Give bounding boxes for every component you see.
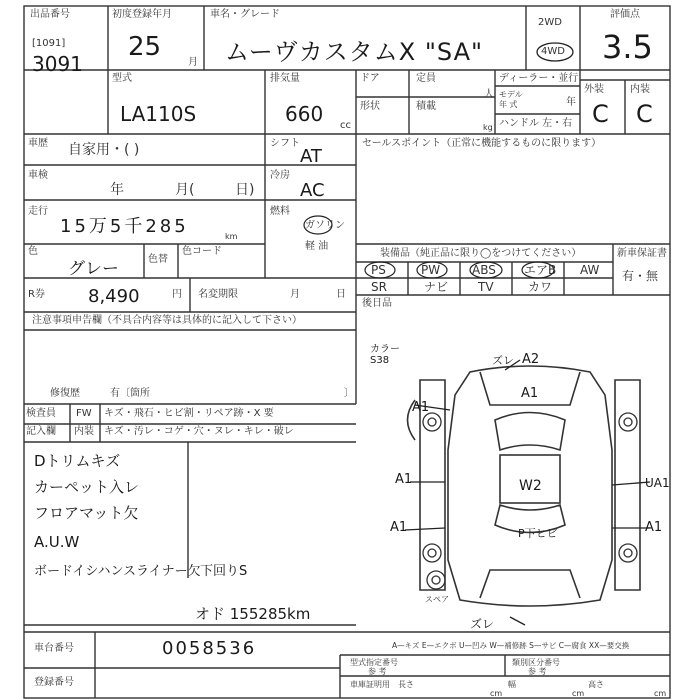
chassis-value: 0058536 xyxy=(162,638,257,659)
handle-label: ハンドル 左・右 xyxy=(499,118,573,129)
tag-note: 下回りS xyxy=(200,564,248,579)
fw-items: キズ・飛石・ヒビ割・リペア跡・X 要 xyxy=(104,408,274,419)
drive-2wd: 2WD xyxy=(538,17,562,28)
inspection-day: 日) xyxy=(235,182,255,198)
r-ticket-unit: 円 xyxy=(172,289,182,300)
map-color-code: カラー S38 xyxy=(370,344,400,366)
model-label: 型式 xyxy=(112,73,132,84)
equipment-label: 装備品（純正品に限り◯をつけてください） xyxy=(380,248,582,259)
r-ticket-label: R券 xyxy=(28,289,45,300)
map-a1-left-mid: A1 xyxy=(395,472,413,487)
color-change-label: 色替 xyxy=(148,254,168,265)
repair-close: 〕 xyxy=(344,388,354,399)
category-no-label: 類別区分番号 xyxy=(512,658,560,667)
shape-label: 形状 xyxy=(360,101,380,112)
model-year-label: モデル xyxy=(499,90,523,99)
first-reg-year: 25 xyxy=(128,32,162,62)
fuel-label: 燃料 xyxy=(270,206,290,217)
load-unit: kg xyxy=(483,123,493,132)
color-value: グレー xyxy=(68,259,119,279)
equip-leather: カワ xyxy=(528,280,553,294)
mileage-value: 15万5千285 xyxy=(60,216,189,237)
map-a1-roof: A1 xyxy=(521,386,539,401)
mileage-unit: km xyxy=(225,232,238,241)
category-no-ref: 参 考 xyxy=(528,667,547,676)
car-name-label: 車名・グレード xyxy=(210,9,280,20)
interior-label: 内装 xyxy=(630,84,650,95)
car-name-value: ムーヴカスタムX "SA" xyxy=(225,38,484,66)
drive-4wd: 4WD xyxy=(541,46,565,57)
rear-items-label: 後日品 xyxy=(362,298,392,309)
fuel-gasoline: ガソリン xyxy=(305,220,345,231)
note-3: フロアマット欠 xyxy=(34,504,139,522)
length-label: 長さ xyxy=(398,680,414,689)
height-unit: cm xyxy=(654,689,667,698)
warranty-value: 有・無 xyxy=(622,269,659,283)
map-zure-top: ズレ xyxy=(492,354,514,367)
rating-label: 評価点 xyxy=(610,9,640,20)
damage-legend: A—キズ E—エクボ U—凹み W—補修跡 S—サビ C—腐食 XX—要交換 xyxy=(392,641,630,650)
equip-ps: PS xyxy=(371,263,386,277)
notes-label: 注意事項申告欄（不具合内容等は具体的に記入して下さい） xyxy=(32,315,302,326)
door-label: ドア xyxy=(360,73,380,84)
r-ticket-value: 8,490 xyxy=(88,286,140,307)
registration-label: 登録番号 xyxy=(34,677,74,688)
type-no-ref: 参 考 xyxy=(368,667,387,676)
displacement-value: 660 xyxy=(285,102,324,126)
first-reg-month-unit: 月 xyxy=(188,57,198,68)
rating-value: 3.5 xyxy=(602,28,653,66)
aircon-label: 冷房 xyxy=(270,170,290,181)
equip-pw: PW xyxy=(421,263,441,277)
map-zure-bot: ズレ xyxy=(470,617,495,631)
exterior-label: 外装 xyxy=(584,84,604,95)
fuel-diesel: 軽 油 xyxy=(305,241,329,252)
equip-navi: ナビ xyxy=(424,280,449,294)
mileage-label: 走行 xyxy=(28,206,48,217)
interior-items: キズ・汚レ・コゲ・穴・ヌレ・キレ・破レ xyxy=(104,426,294,437)
odo-note: オド 155285km xyxy=(195,605,311,623)
capacity-label: 定員 xyxy=(416,73,436,84)
name-change-label: 名変期限 xyxy=(198,289,238,300)
note-5: ボードイシハンスライナー欠 xyxy=(34,564,201,579)
inspector-label-1: 検査員 xyxy=(26,408,56,419)
nen-label: 年 xyxy=(566,97,576,108)
displacement-label: 排気量 xyxy=(270,73,300,84)
exterior-grade: C xyxy=(592,100,609,128)
first-reg-label: 初度登録年月 xyxy=(112,9,172,20)
equip-aw: AW xyxy=(580,263,600,277)
map-p-tag: P下ヒビ xyxy=(518,527,558,540)
lot-number: 3091 xyxy=(32,52,83,76)
displacement-unit: cc xyxy=(340,120,351,131)
color-code-label: 色コード xyxy=(182,246,222,257)
map-w2: W2 xyxy=(519,478,542,494)
fw-label: FW xyxy=(76,408,92,419)
dealer-label: ディーラー・並行 xyxy=(499,73,579,84)
type-no-label: 型式指定番号 xyxy=(350,658,398,667)
model-value: LA110S xyxy=(120,102,197,126)
map-ua1-right: UA1 xyxy=(645,476,670,490)
color-label: 色 xyxy=(28,246,38,257)
aircon-value: AC xyxy=(300,180,325,201)
equip-tv: TV xyxy=(478,280,494,294)
repair-value: 有〔箇所 xyxy=(110,388,150,399)
interior-grade: C xyxy=(636,100,653,128)
interior-inspect-label: 内装 xyxy=(74,426,94,437)
equip-abs: ABS xyxy=(472,263,496,277)
map-spare: スペア xyxy=(425,595,449,604)
repair-label: 修復歴 xyxy=(50,388,80,399)
inspection-year: 年 xyxy=(110,182,124,198)
equip-airbag: エアB xyxy=(524,263,557,277)
garage-cert-label: 車庫証明用 xyxy=(350,680,390,689)
note-4: A.U.W xyxy=(34,533,80,551)
name-change-month: 月 xyxy=(290,289,300,300)
nenshiki-label: 年 式 xyxy=(499,100,518,109)
chassis-label: 車台番号 xyxy=(34,643,74,654)
map-a1-left-bot: A1 xyxy=(390,520,408,535)
equip-sr: SR xyxy=(371,280,387,294)
shift-label: シフト xyxy=(270,138,300,149)
map-a1-right-bot: A1 xyxy=(645,520,663,535)
warranty-label: 新車保証書 xyxy=(617,248,667,259)
shift-value: AT xyxy=(300,146,322,167)
lot-label: 出品番号 xyxy=(30,9,70,20)
map-a2: A2 xyxy=(522,352,540,367)
name-change-day: 日 xyxy=(336,289,346,300)
height-label: 高さ xyxy=(588,680,604,689)
history-label: 車歴 xyxy=(28,138,48,149)
capacity-unit: 人 xyxy=(484,89,494,100)
map-a1-left-top: A1 xyxy=(412,400,430,415)
sales-point-label: セールスポイント（正常に機能するものに限ります） xyxy=(362,138,602,149)
length-unit: cm xyxy=(490,689,503,698)
inspection-label: 車検 xyxy=(28,170,48,181)
note-1: Dトリムキズ xyxy=(34,452,121,470)
lot-code: [1091] xyxy=(32,38,66,49)
width-label: 幅 xyxy=(508,680,516,689)
inspection-month: 月( xyxy=(175,182,195,198)
inspector-label-2: 記入欄 xyxy=(26,426,56,437)
note-2: カーペット入レ xyxy=(34,478,140,496)
history-value: 自家用・( ) xyxy=(68,142,140,158)
load-label: 積載 xyxy=(416,101,436,112)
width-unit: cm xyxy=(572,689,585,698)
